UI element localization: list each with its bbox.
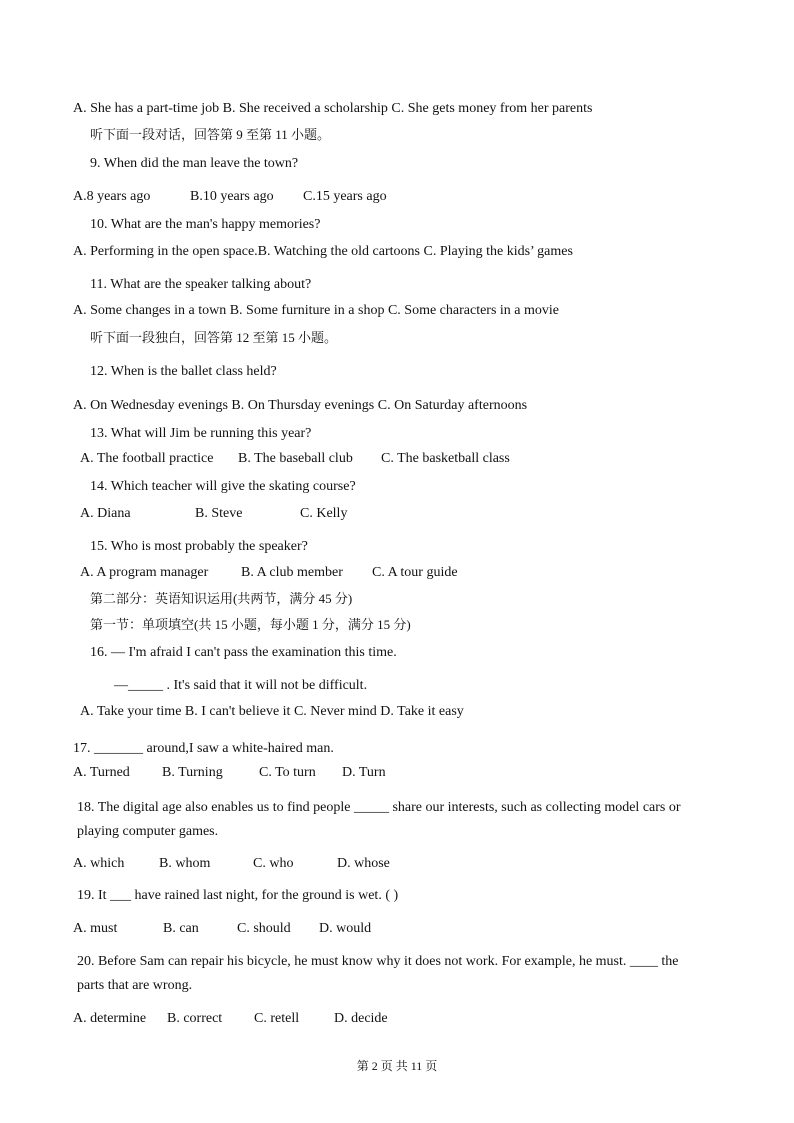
option: D. Turn	[342, 765, 386, 780]
option: B. The baseball club	[238, 451, 353, 466]
q10-options: A. Performing in the open space.B. Watching the old cartoons C. Playing the kids’ games	[73, 244, 573, 259]
q18-options	[73, 855, 390, 873]
q20-options	[73, 1010, 388, 1028]
q17-options	[73, 764, 386, 782]
option: C.15 years ago	[303, 189, 387, 204]
q11-options: A. Some changes in a town B. Some furniture in a shop C. Some characters in a movie	[73, 303, 560, 318]
question-15: 15. Who is most probably the speaker?	[90, 539, 308, 554]
option: D. decide	[334, 1011, 388, 1026]
option: A. must	[73, 921, 118, 936]
option: C. To turn	[259, 765, 316, 780]
question-11: 11. What are the speaker talking about?	[90, 277, 312, 292]
question-12: 12. When is the ballet class held?	[90, 364, 277, 379]
option: B. can	[163, 921, 199, 936]
option: C. Kelly	[300, 506, 348, 521]
dialog-instruction: 听下面一段对话，回答第 9 至第 11 小题。	[90, 127, 331, 142]
question-9: 9. When did the man leave the town?	[90, 156, 299, 171]
question-20-line-2: parts that are wrong.	[77, 978, 193, 993]
q13-options	[80, 450, 510, 468]
q8-options: A. She has a part-time job B. She received a scholarship C. She gets money from her parents	[73, 101, 593, 116]
question-16: 16. — I'm afraid I can't pass the examination this time.	[90, 645, 397, 660]
option: B. Turning	[162, 765, 223, 780]
option: B. A club member	[241, 565, 343, 580]
option: B. whom	[159, 856, 211, 871]
option: C. The basketball class	[381, 451, 510, 466]
option: A. determine	[73, 1011, 147, 1026]
q16-reply: —_____ . It's said that it will not be difficult.	[114, 678, 368, 693]
part-2-heading: 第二部分：英语知识运用(共两节，满分 45 分)	[90, 591, 353, 606]
option: C. should	[237, 921, 291, 936]
q15-options	[80, 564, 458, 582]
option: A. Turned	[73, 765, 130, 780]
option: A.8 years ago	[73, 189, 151, 204]
question-13: 13. What will Jim be running this year?	[90, 426, 312, 441]
option: C. A tour guide	[372, 565, 458, 580]
option: B. Steve	[195, 506, 243, 521]
q12-options: A. On Wednesday evenings B. On Thursday evenings C. On Saturday afternoons	[73, 398, 528, 413]
option: A. The football practice	[80, 451, 214, 466]
section-1-heading: 第一节：单项填空(共 15 小题，每小题 1 分，满分 15 分)	[90, 617, 411, 632]
option: C. retell	[254, 1011, 300, 1026]
q16-options: A. Take your time B. I can't believe it C. Never mind D. Take it easy	[80, 704, 464, 719]
option: A. A program manager	[80, 565, 209, 580]
question-10: 10. What are the man's happy memories?	[90, 217, 321, 232]
option: D. whose	[337, 856, 390, 871]
page-footer: 第 2 页 共 11 页	[356, 1059, 438, 1073]
question-18-line-1: 18. The digital age also enables us to find people _____ share our interests, such as collecting model cars or	[77, 800, 681, 815]
question-20-line-1: 20. Before Sam can repair his bicycle, he must know why it does not work. For example, he must. ____ the	[77, 954, 679, 969]
option: C. who	[253, 856, 294, 871]
q9-options	[73, 188, 387, 206]
option: A. Diana	[80, 506, 131, 521]
question-18-line-2: playing computer games.	[77, 824, 219, 839]
option: D. would	[319, 921, 372, 936]
question-19: 19. It ___ have rained last night, for the ground is wet. ( )	[77, 888, 399, 903]
option: B. correct	[167, 1011, 223, 1026]
monologue-instruction: 听下面一段独白，回答第 12 至第 15 小题。	[90, 330, 338, 345]
option: B.10 years ago	[190, 189, 274, 204]
q14-options	[80, 505, 347, 523]
option: A. which	[73, 856, 125, 871]
q19-options	[73, 920, 371, 938]
question-14: 14. Which teacher will give the skating course?	[90, 479, 356, 494]
question-17: 17. _______ around,I saw a white-haired man.	[73, 741, 334, 756]
